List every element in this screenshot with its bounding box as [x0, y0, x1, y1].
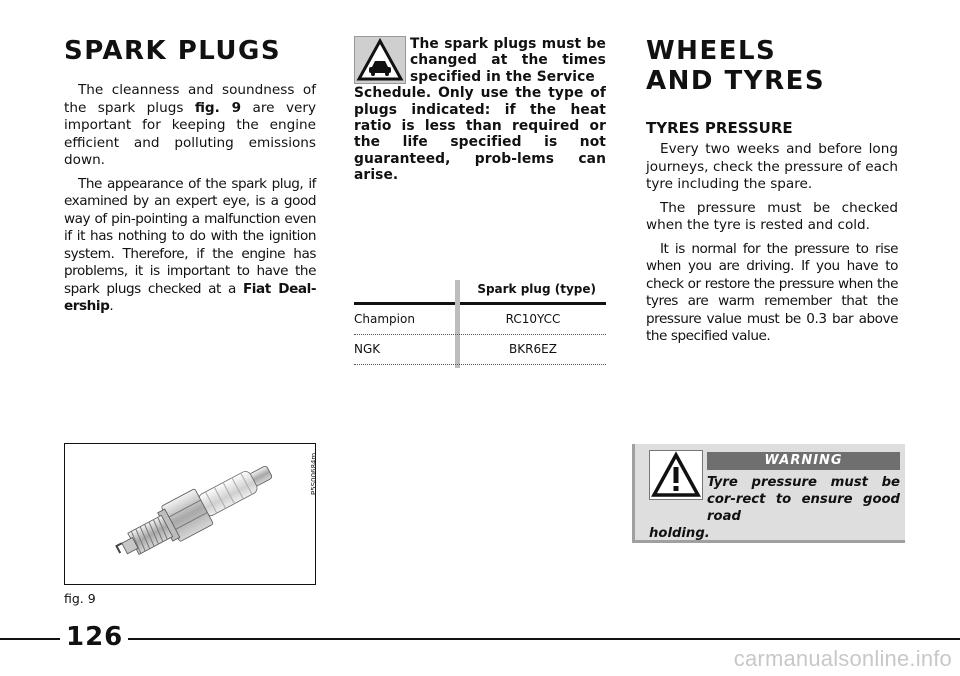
- brand-cell: NGK: [354, 342, 381, 356]
- figure-code: P5S00684m: [310, 452, 318, 495]
- watermark: carmanualsonline.info: [733, 646, 952, 671]
- page-number: 126: [66, 622, 124, 652]
- brand-cell: Champion: [354, 312, 415, 326]
- tyre-warning-text-rest: holding.: [649, 526, 710, 541]
- tyres-paragraph-1: Every two weeks and before long journeys, check the pressure of each tyre including the spare.: [646, 141, 898, 192]
- type-cell: BKR6EZ: [509, 342, 557, 356]
- section-title-wheels: WHEELS: [646, 36, 777, 66]
- spark-plug-warning-text-first: The spark plugs must be changed at the times specified in the Service: [410, 36, 606, 85]
- subsection-title-tyres-pressure: TYRES PRESSURE: [646, 119, 793, 137]
- table-row: [354, 335, 606, 365]
- spark-plug-warning: [354, 36, 606, 184]
- spark-plug-table: [354, 280, 606, 365]
- section-title-and-tyres: AND TYRES: [646, 66, 826, 96]
- tyre-warning-text-first: Tyre pressure must be cor-rect to ensure good road: [707, 475, 900, 524]
- tyre-warning-panel: [632, 444, 905, 543]
- footer-rule-right: [128, 638, 960, 640]
- spark-plug-illustration: [65, 444, 315, 584]
- type-cell: RC10YCC: [505, 312, 561, 326]
- spark-plugs-paragraph-2: The appearance of the spark plug, if examined by an expert eye, is a good way of pin-pointing a malfunction even if it has nothing to do with the ignition system. Therefore, if the engine has problems, it is important to have the spark plugs checked at a Fiat Deal-ership.: [64, 175, 317, 314]
- table-header: Spark plug (type): [354, 280, 606, 305]
- warning-label: WARNING: [707, 452, 900, 470]
- left-column: [64, 36, 316, 322]
- table-row: [354, 305, 606, 335]
- tyres-paragraph-2: The pressure must be checked when the tyre is rested and cold.: [646, 199, 898, 233]
- dealership-reference: Fiat Deal-ership: [64, 280, 317, 314]
- section-title-spark-plugs: SPARK PLUGS: [64, 36, 282, 66]
- spark-plug-warning-text-rest: Schedule. Only use the type of plugs indicated: if the heat ratio is less than required or the life specified is not guaranteed, prob-lems can arise.: [354, 85, 606, 184]
- figure-caption: fig. 9: [64, 591, 96, 606]
- spark-plugs-paragraph-1: The cleanness and soundness of the spark plugs fig. 9 are very important for keeping the engine efficient and polluting emissions down.: [64, 82, 316, 168]
- footer-rule-left: [0, 638, 60, 640]
- spark-plug-figure: [64, 443, 316, 585]
- car-hazard-icon: [354, 36, 406, 84]
- tyres-paragraph-3: It is normal for the pressure to rise when you are driving. If you have to check or restore the pressure when the tyres are warm remember that the pressure value must be 0.3 bar above the specified value.: [646, 240, 898, 344]
- right-column: [646, 36, 898, 352]
- fig-reference: fig. 9: [194, 99, 242, 116]
